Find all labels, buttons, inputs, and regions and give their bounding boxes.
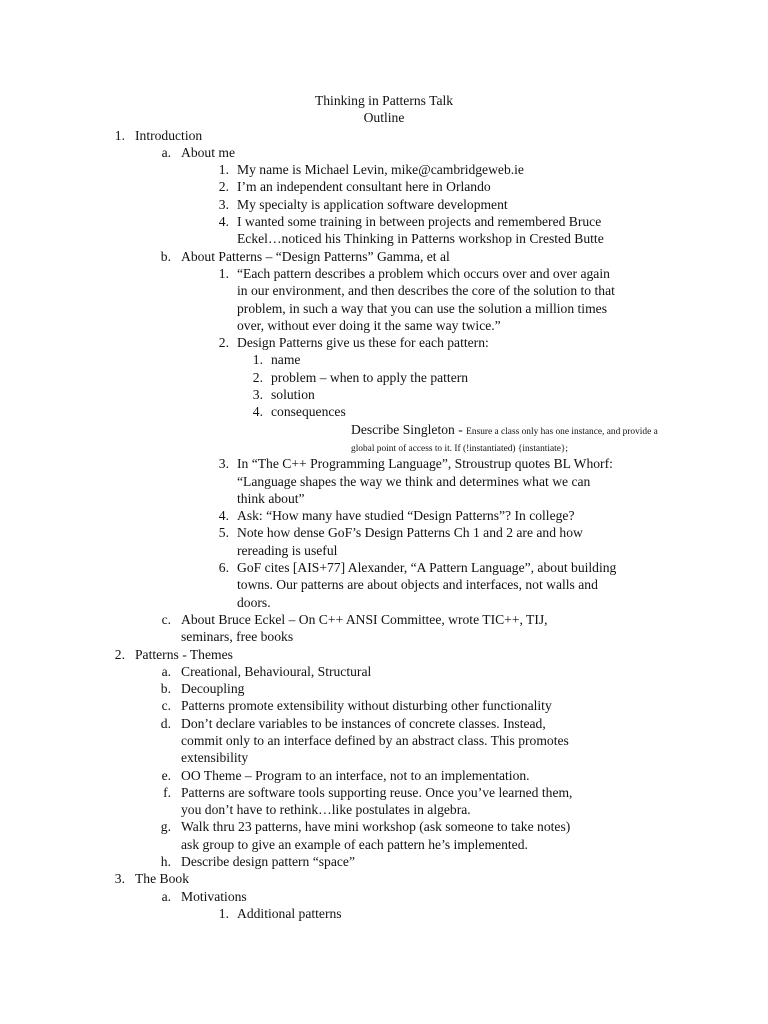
doc-title: Thinking in Patterns Talk: [314, 93, 454, 108]
list-item-text: Additional patterns: [237, 905, 342, 921]
outline-item-about-bruce-eckel: [161, 611, 585, 646]
sub-list: [181, 905, 621, 922]
list-item-text: OO Theme – Program to an interface, not to an implementation.: [181, 767, 530, 783]
list-item: [218, 265, 621, 334]
list-marker: a.: [161, 663, 171, 679]
list-item-text: Ask: “How many have studied “Design Patterns”? In college?: [237, 508, 575, 524]
list-item-text: In “The C++ Programming Language”, Stroustrup quotes BL Whorf: “Language shapes the way we think and determines what we can think about”: [237, 456, 613, 506]
list-item-text: consequences: [271, 404, 346, 420]
sub-list: [135, 144, 615, 421]
list-marker: 2.: [114, 646, 125, 662]
list-item-text: Creational, Behavioural, Structural: [181, 663, 372, 679]
list-item: [252, 351, 621, 368]
sub-list: [181, 265, 621, 421]
list-item-text: “Each pattern describes a problem which occurs over and over again in our environment, and then describes the core of the solution to that problem, in such a way that you can use the solution a million times over, without ever doing it the same way twice.”: [237, 265, 615, 333]
list-marker: 3.: [252, 387, 263, 403]
list-marker: 1.: [218, 265, 229, 281]
outline-item-about-me: [161, 144, 604, 248]
list-item-text: Patterns - Themes: [135, 646, 233, 662]
sub-list: [237, 351, 621, 420]
list-item: [163, 784, 585, 819]
list-item-text: Patterns are software tools supporting reuse. Once you’ve learned them, you don’t have to rethink…like postulates in algebra.: [181, 784, 573, 818]
list-marker: a.: [161, 144, 171, 160]
list-item-text: Introduction: [135, 127, 203, 143]
list-marker: d.: [160, 715, 171, 731]
list-item: [160, 715, 585, 767]
list-item: [160, 853, 585, 870]
list-item-text: About me: [181, 144, 235, 160]
list-marker: c.: [161, 611, 171, 627]
note-small-text: Ensure a class only has one instance, and provide a global point of access to it. If (!instantiated) {instantiate};: [351, 426, 658, 454]
list-item: [161, 663, 585, 680]
outline-item-about-patterns-cont: [181, 455, 617, 611]
list-item-text: Note how dense GoF’s Design Patterns Ch 1 and 2 are and how rereading is useful: [237, 525, 583, 558]
list-marker: 3.: [218, 456, 229, 472]
list-item-text: Don’t declare variables to be instances of concrete classes. Instead, commit only to an interface defined by an abstract class. This promotes extensibility: [181, 715, 569, 766]
list-marker: 4.: [218, 214, 229, 230]
list-item-text: problem – when to apply the pattern: [271, 369, 469, 385]
list-item-text: About Patterns – “Design Patterns” Gamma, et al: [181, 248, 450, 264]
list-marker: 6.: [218, 560, 229, 576]
doc-subtitle: Outline: [363, 110, 405, 126]
list-item: [218, 334, 621, 420]
sub-list: [181, 161, 621, 247]
singleton-note: [351, 421, 668, 456]
list-item-text: Describe design pattern “space”: [181, 854, 355, 870]
list-marker: h.: [160, 854, 171, 870]
sub-list: [181, 455, 621, 611]
list-marker: 2.: [252, 369, 263, 385]
list-item-text: name: [271, 352, 301, 368]
note-lead: Describe Singleton -: [351, 421, 467, 437]
list-marker: f.: [163, 784, 171, 800]
list-marker: 3.: [218, 196, 229, 212]
outline-item-patterns-themes: [114, 646, 768, 871]
outline-item-the-book: [114, 870, 768, 922]
outline-item-motivations: [161, 888, 585, 923]
list-item: [161, 697, 585, 714]
list-item-text: GoF cites [AIS+77] Alexander, “A Pattern Language”, about building towns. Our patterns are about objects and interfaces, not walls and doors.: [237, 560, 617, 610]
outline-item-about-patterns: [160, 248, 615, 421]
outline-list: [0, 127, 768, 923]
list-item-text: I’m an independent consultant here in Orlando: [237, 179, 491, 195]
list-marker: 1.: [252, 352, 263, 368]
list-item-text: My specialty is application software development: [237, 196, 508, 212]
list-marker: 5.: [218, 525, 229, 541]
list-marker: 1.: [114, 127, 125, 143]
list-item: [160, 680, 585, 697]
list-item: [218, 455, 621, 507]
list-marker: 4.: [252, 404, 263, 420]
list-item: [218, 161, 621, 178]
list-item: [218, 524, 621, 559]
list-item: [252, 369, 621, 386]
list-item: [160, 818, 585, 853]
list-item-text: Motivations: [181, 888, 247, 904]
list-item: [161, 767, 585, 784]
list-item: [252, 386, 621, 403]
list-item: [218, 196, 621, 213]
list-item-text: I wanted some training in between projects and remembered Bruce Eckel…noticed his Thinking in Patterns workshop in Crested Butte: [237, 214, 604, 247]
list-marker: b.: [160, 681, 171, 697]
list-marker: g.: [160, 819, 171, 835]
list-marker: a.: [161, 888, 171, 904]
list-marker: c.: [161, 698, 171, 714]
sub-list: [135, 663, 595, 871]
list-item: [218, 178, 621, 195]
list-item: [218, 213, 621, 248]
list-marker: e.: [161, 767, 171, 783]
list-item-text: My name is Michael Levin, mike@cambridgeweb.ie: [237, 162, 524, 178]
list-item-text: Design Patterns give us these for each pattern:: [237, 335, 489, 351]
sub-list: [135, 888, 595, 923]
list-item-text: Decoupling: [181, 681, 245, 697]
list-item-text: Walk thru 23 patterns, have mini workshop (ask someone to take notes) ask group to give an example of each pattern he’s implemented.: [181, 819, 571, 852]
outline-item-introduction: [114, 127, 768, 646]
list-item-text: solution: [271, 387, 315, 403]
list-item: [218, 559, 621, 611]
list-marker: 2.: [218, 335, 229, 351]
list-item-text: Patterns promote extensibility without disturbing other functionality: [181, 698, 552, 714]
list-item: [252, 403, 621, 420]
list-marker: 2.: [218, 179, 229, 195]
list-item: [218, 905, 621, 922]
sub-list-continued: [135, 455, 617, 645]
list-item: [218, 507, 621, 524]
list-marker: 1.: [218, 905, 229, 921]
list-item-text: The Book: [135, 871, 189, 887]
list-marker: b.: [160, 248, 171, 264]
list-item-text: About Bruce Eckel – On C++ ANSI Committee, wrote TIC++, TIJ, seminars, free books: [181, 611, 548, 645]
list-marker: 3.: [114, 871, 125, 887]
list-marker: 1.: [218, 162, 229, 178]
list-marker: 4.: [218, 508, 229, 524]
